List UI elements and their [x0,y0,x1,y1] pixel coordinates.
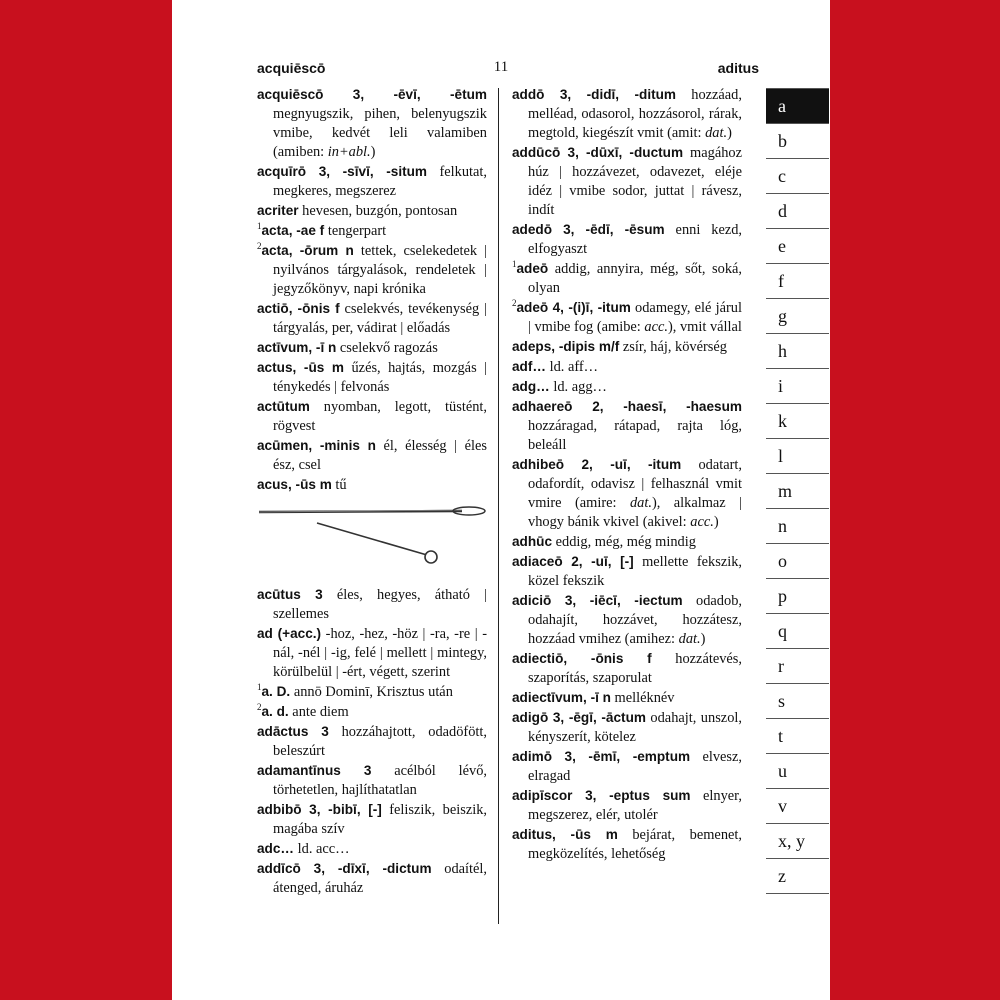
headword: actus, -ūs m [257,360,345,375]
headword: adhaereō 2, -haesī, -haesum [512,399,742,414]
definition: odadob, odahajít, hozzávet, hozzátesz, hozzáad vmihez (amihez: [528,593,742,647]
headword: adeō 4, -(i)ī, -itum [516,300,631,315]
entry-superscript: 1 [257,221,262,232]
grammar-note: dat. [678,631,701,647]
definition: ld. agg… [549,379,607,395]
dictionary-entry [257,624,487,682]
column-right [512,85,742,864]
dictionary-entry [257,162,487,201]
headword: adhūc [512,534,553,549]
dictionary-entry [257,761,487,800]
definition: addig, annyira, még, sőt, soká, olyan [528,261,742,296]
dictionary-entry [512,143,742,220]
definition: -hoz, -hez, -höz | -ra, -re | -nál, -nél | -ig, felé | mellett | mintegy, körülbelül | -ért, végett, szerint [273,626,487,680]
headword: adiectīvum, -ī n [512,690,611,705]
headword: acūmen, -minis n [257,438,376,453]
headword: adamantīnus 3 [257,763,372,778]
definition-cont: ) [727,125,732,141]
dictionary-entry [512,220,742,259]
alphabet-tab-xy[interactable]: x, y [766,824,829,859]
definition-cont: ) [370,144,376,160]
definition: felkutat, megkeres, megszerez [273,164,487,199]
dictionary-entry [257,85,487,162]
dictionary-entry [512,825,742,864]
definition: él, élesség | éles ész, csel [273,438,487,473]
definition: eddig, még, még mindig [552,534,696,550]
alphabet-tab-v[interactable]: v [766,789,829,824]
headword: adhibeō 2, -uī, -itum [512,457,682,472]
alphabet-tab-m[interactable]: m [766,474,829,509]
alphabet-tab-r[interactable]: r [766,649,829,684]
dictionary-entry [257,859,487,898]
header-left-guideword: acquiēscō [257,60,326,76]
definition: hozzáragad, rátapad, rajta lóg, beleáll [528,418,742,453]
definition: éles, hegyes, átható | szellemes [273,587,487,622]
definition: bejárat, bemenet, megközelítés, lehetőség [528,827,742,862]
dictionary-entry [257,585,487,624]
alphabet-tab-e[interactable]: e [766,229,829,264]
alphabet-tab-z[interactable]: z [766,859,829,894]
entry-superscript: 1 [257,682,262,693]
dictionary-entry [512,337,742,357]
dictionary-page [172,0,830,1000]
entry-superscript: 2 [512,298,517,309]
dictionary-entry [512,552,742,591]
definition: odaítél, átenged, áruház [273,861,488,896]
definition: cselekvés, tevékenység | tárgyalás, per, vádirat | előadás [273,301,487,336]
dictionary-entry [512,455,742,532]
headword: adeps, -dipis m/f [512,339,620,354]
headword: acus, -ūs m [257,477,332,492]
dictionary-entry [512,649,742,688]
entry-superscript: 2 [257,241,262,252]
dictionary-entry [512,377,742,397]
headword: acūtus 3 [257,587,323,602]
headword: adedō 3, -ēdī, -ēsum [512,222,665,237]
grammar-note: acc. [690,514,714,530]
definition-cont: ), vmit vállal [667,319,742,335]
dictionary-entry [257,338,487,358]
dictionary-entry [257,839,487,859]
grammar-note: in+abl. [327,144,371,160]
headword: addīcō 3, -dīxī, -dictum [257,861,432,876]
alphabet-tab-k[interactable]: k [766,404,829,439]
alphabet-tab-a[interactable]: a [766,89,829,124]
definition: megnyugszik, pihen, belenyugszik vmibe, kedvét leli valamiben (amiben: [273,106,487,160]
dictionary-entry [257,722,487,761]
definition: elvesz, elragad [528,749,742,784]
page-number: 11 [493,59,509,75]
definition: űzés, hajtás, mozgás | ténykedés | felvonás [273,360,487,395]
alphabet-thumb-index [766,88,829,894]
grammar-note: dat. [629,495,652,511]
dictionary-entry [257,221,487,241]
definition: melléknév [610,690,675,706]
definition: mellette fekszik, közel fekszik [528,554,742,589]
alphabet-tab-c[interactable]: c [766,159,829,194]
definition: enni kezd, elfogyaszt [528,222,743,257]
dictionary-entry [512,532,742,552]
definition: acélból lévő, törhetetlen, hajlíthatatlan [273,763,487,798]
definition-cont: ), alkalmaz | vhogy bánik vkivel (akivel: [528,495,742,530]
definition: feliszik, beiszik, magába szív [273,802,487,837]
alphabet-tab-p[interactable]: p [766,579,829,614]
headword: a. d. [261,704,289,719]
headword: adbibō 3, -bibī, [-] [257,802,382,817]
definition: annō Dominī, Krisztus után [290,684,453,700]
definition: hozzátevés, szaporítás, szaporulat [528,651,742,686]
headword: a. D. [261,684,291,699]
dictionary-entry [512,708,742,747]
dictionary-entry [257,475,487,495]
dictionary-entry [512,688,742,708]
headword: adeō [516,261,549,276]
dictionary-entry [512,397,742,455]
headword: adc… [257,841,295,856]
alphabet-tab-t[interactable]: t [766,719,829,754]
column-left [257,85,487,898]
headword: actīvum, -ī n [257,340,337,355]
alphabet-tab-o[interactable]: o [766,544,829,579]
dictionary-entry [512,259,742,298]
alphabet-tab-d[interactable]: d [766,194,829,229]
headword: adiciō 3, -iēcī, -iectum [512,593,683,608]
definition: hevesen, buzgón, pontosan [298,203,458,219]
headword: adiaceō 2, -uī, [-] [512,554,634,569]
headword: addūcō 3, -dūxī, -ductum [512,145,684,160]
alphabet-tab-l[interactable]: l [766,439,829,474]
headword: adāctus 3 [257,724,329,739]
alphabet-tab-n[interactable]: n [766,509,829,544]
dictionary-entry [512,298,742,337]
dictionary-entry [512,357,742,377]
definition: nyomban, legott, tüstént, rögvest [273,399,487,434]
headword: acta, -ōrum n [261,243,354,258]
alphabet-tab-i[interactable]: i [766,369,829,404]
entry-superscript: 1 [512,259,517,270]
dictionary-entry [257,397,487,436]
headword: adipīscor 3, -eptus sum [512,788,691,803]
dictionary-entry [257,702,487,722]
definition: tű [331,477,347,493]
definition: ante diem [288,704,349,720]
definition-cont: ) [700,631,706,647]
alphabet-tab-g[interactable]: g [766,299,829,334]
dictionary-entry [512,85,742,143]
headword: acquīrō 3, -sīvī, -situm [257,164,428,179]
dictionary-entry [257,436,487,475]
headword: adimō 3, -ēmī, -emptum [512,749,691,764]
headword: adf… [512,359,546,374]
definition: ld. acc… [294,841,350,857]
alphabet-tab-b[interactable]: b [766,124,829,159]
definition: cselekvő ragozás [336,340,438,356]
definition-cont: ) [713,514,719,530]
grammar-note: acc. [644,319,668,335]
dictionary-entry [512,591,742,649]
headword: actūtum [257,399,310,414]
definition: odatart, odafordít, odavisz | felhasznál vmit vmire (amire: [528,457,742,511]
definition: magához húz | hozzávezet, odavezet, eléje idéz | vmibe sodor, juttat | rávesz, indít [528,145,742,218]
grammar-note: dat. [705,125,728,141]
headword: adg… [512,379,550,394]
alphabet-tab-q[interactable]: q [766,614,829,649]
headword: adigō 3, -ēgī, -āctum [512,710,646,725]
entry-superscript: 2 [257,702,262,713]
definition: odahajt, unszol, kényszerít, kötelez [528,710,742,745]
definition: zsír, háj, kövérség [619,339,727,355]
dictionary-entry [257,358,487,397]
definition: odamegy, elé járul | vmibe fog (amibe: [528,300,742,335]
dictionary-entry [257,299,487,338]
alphabet-tab-s[interactable]: s [766,684,829,719]
headword: adiectiō, -ōnis f [512,651,652,666]
dictionary-entry [257,241,487,299]
alphabet-tab-f[interactable]: f [766,264,829,299]
definition: hozzáhajtott, odadöfött, beleszúrt [273,724,487,759]
headword: ad (+acc.) [257,626,322,641]
alphabet-tab-h[interactable]: h [766,334,829,369]
header-right-guideword: aditus [717,60,759,76]
dictionary-entry [257,201,487,221]
headword: acta, -ae f [261,223,325,238]
definition: tengerpart [324,223,387,239]
headword: addō 3, -didī, -ditum [512,87,677,102]
definition: tettek, cselekedetek | nyilvános tárgyalások, rendeletek | jegyzőkönyv, napi krónika [273,243,487,297]
needle-icon [257,495,487,585]
headword: actiō, -ōnis f [257,301,340,316]
alphabet-tab-u[interactable]: u [766,754,829,789]
dictionary-entry [512,786,742,825]
definition: ld. aff… [545,359,599,375]
headword: aditus, -ūs m [512,827,618,842]
dictionary-entry [257,800,487,839]
dictionary-entry [512,747,742,786]
definition: hozzáad, melléad, odasorol, hozzásorol, rárak, megtold, kiegészít vmit (amit: [528,87,742,141]
definition: elnyer, megszerez, elér, utolér [528,788,743,823]
dictionary-entry [257,682,487,702]
headword: acriter [257,203,299,218]
column-divider [498,88,499,924]
headword: acquiēscō 3, -ēvī, -ētum [257,87,487,102]
